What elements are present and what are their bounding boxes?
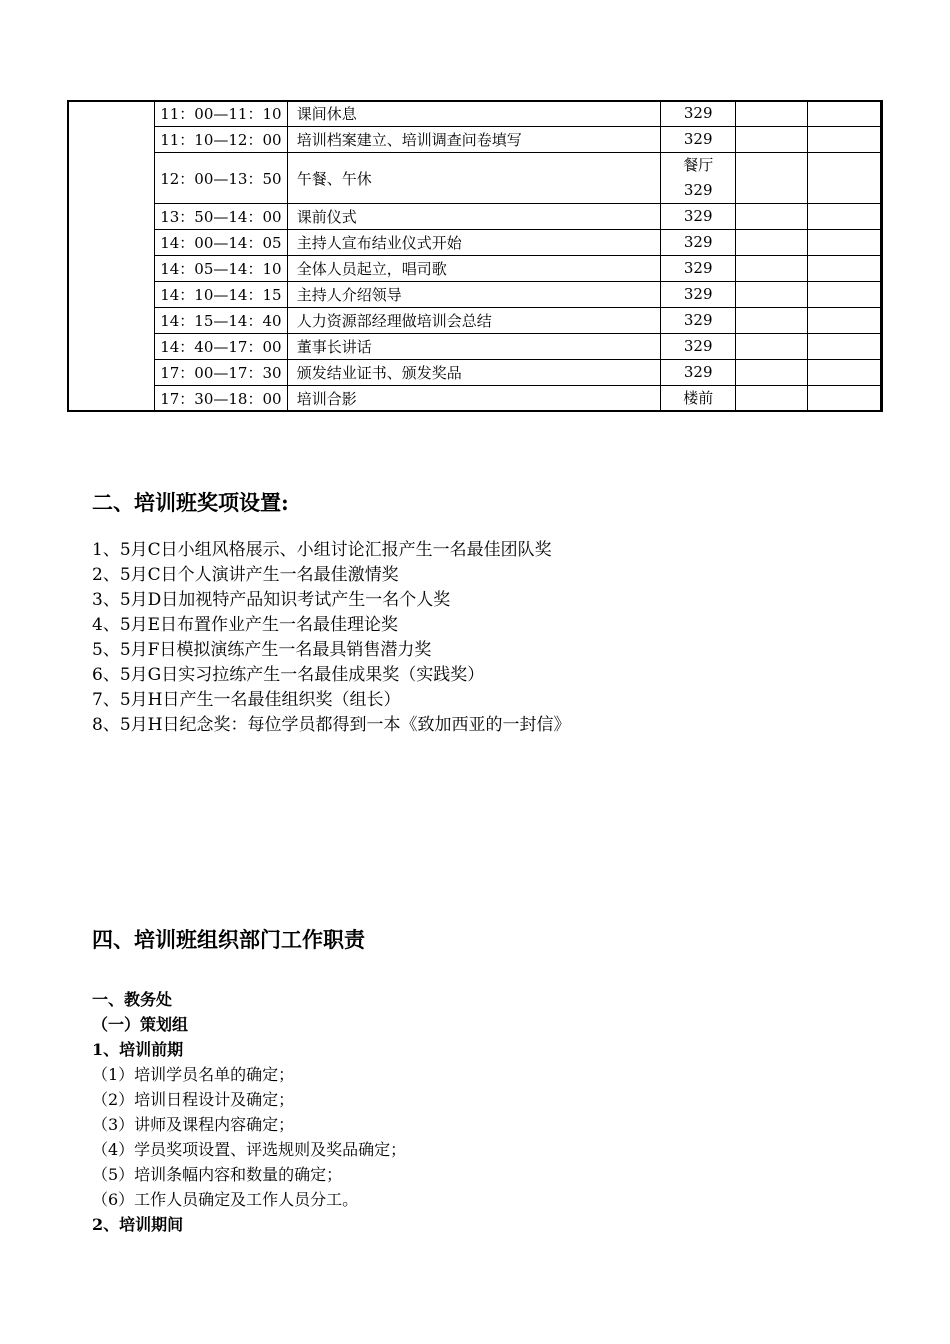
- schedule-time: 17：30—18：00: [155, 386, 288, 412]
- empty-cell: [736, 153, 807, 204]
- task-item: （6）工作人员确定及工作人员分工。: [92, 1190, 359, 1209]
- empty-cell: [807, 230, 880, 256]
- empty-cell: [736, 360, 807, 386]
- empty-cell: [736, 230, 807, 256]
- empty-cell: [807, 153, 880, 204]
- schedule-item: 午餐、午休: [287, 153, 660, 204]
- empty-cell: [807, 360, 880, 386]
- empty-cell: [736, 204, 807, 230]
- location-text: 楼前: [683, 389, 714, 407]
- schedule-row: [155, 101, 881, 127]
- empty-cell: [807, 334, 880, 360]
- empty-cell: [807, 101, 880, 127]
- schedule-row: [155, 153, 881, 204]
- schedule-time: 11：00—11：10: [155, 101, 288, 127]
- location-text: 329: [683, 337, 713, 355]
- location-text: 329: [683, 363, 713, 381]
- schedule-item: 全体人员起立，唱司歌: [287, 256, 660, 282]
- schedule-location: [661, 308, 736, 334]
- schedule-location: [661, 282, 736, 308]
- schedule-location: [661, 204, 736, 230]
- location-text: 329: [683, 285, 713, 303]
- task-item: （4）学员奖项设置、评选规则及奖品确定；: [92, 1140, 407, 1159]
- award-item: 3、5月D日加视特产品知识考试产生一名个人奖: [92, 590, 451, 610]
- empty-cell: [736, 308, 807, 334]
- schedule-time: 14：10—14：15: [155, 282, 288, 308]
- phase-heading: 2、培训期间: [92, 1215, 184, 1234]
- schedule-table-frame: [67, 100, 883, 412]
- award-item: 4、5月E日布置作业产生一名最佳理论奖: [92, 615, 399, 635]
- schedule-row: [155, 204, 881, 230]
- schedule-row: [155, 230, 881, 256]
- location-text: 329: [683, 181, 713, 199]
- location-text: 329: [683, 104, 713, 122]
- schedule-location: [661, 101, 736, 127]
- empty-cell: [807, 282, 880, 308]
- schedule-row: [155, 308, 881, 334]
- location-text: 329: [683, 259, 713, 277]
- schedule-time: 17：00—17：30: [155, 360, 288, 386]
- task-item: （1）培训学员名单的确定；: [92, 1065, 295, 1084]
- empty-cell: [807, 386, 880, 412]
- schedule-item: 培训合影: [287, 386, 660, 412]
- schedule-item: 主持人介绍领导: [287, 282, 660, 308]
- award-item: 7、5月H日产生一名最佳组织奖（组长）: [92, 690, 401, 710]
- schedule-location: [661, 386, 736, 412]
- location-text: 餐厅: [683, 156, 714, 174]
- schedule-location: [661, 334, 736, 360]
- schedule-item: 主持人宣布结业仪式开始: [287, 230, 660, 256]
- department-heading: 一、教务处: [92, 990, 173, 1009]
- schedule-item: 人力资源部经理做培训会总结: [287, 308, 660, 334]
- schedule-location: [661, 256, 736, 282]
- empty-cell: [736, 282, 807, 308]
- schedule-row: [155, 386, 881, 412]
- task-item: （2）培训日程设计及确定；: [92, 1090, 295, 1109]
- schedule-location: [661, 360, 736, 386]
- award-item: 2、5月C日个人演讲产生一名最佳激情奖: [92, 565, 399, 585]
- schedule-row: [155, 282, 881, 308]
- award-item: 1、5月C日小组风格展示、小组讨论汇报产生一名最佳团队奖: [92, 540, 552, 560]
- schedule-location: [661, 153, 736, 204]
- location-text: 329: [683, 311, 713, 329]
- schedule-time: 11：10—12：00: [155, 127, 288, 153]
- schedule-time: 14：05—14：10: [155, 256, 288, 282]
- empty-cell: [736, 334, 807, 360]
- empty-cell: [807, 204, 880, 230]
- empty-cell: [736, 127, 807, 153]
- schedule-location: [661, 127, 736, 153]
- empty-cell: [736, 386, 807, 412]
- task-item: （3）讲师及课程内容确定；: [92, 1115, 295, 1134]
- section-4-heading: 四、培训班组织部门工作职责: [92, 927, 365, 952]
- phase-heading: 1、培训前期: [92, 1040, 184, 1059]
- schedule-location: [661, 230, 736, 256]
- awards-list: [92, 538, 570, 738]
- schedule-item: 课前仪式: [287, 204, 660, 230]
- schedule-item: 培训档案建立、培训调查问卷填写: [287, 127, 660, 153]
- schedule-time: 12：00—13：50: [155, 153, 288, 204]
- award-item: 5、5月F日模拟演练产生一名最具销售潜力奖: [92, 640, 432, 660]
- schedule-row: [155, 127, 881, 153]
- empty-cell: [736, 256, 807, 282]
- schedule-row: [155, 334, 881, 360]
- schedule-row: [155, 256, 881, 282]
- award-item: 6、5月G日实习拉练产生一名最佳成果奖（实践奖）: [92, 665, 485, 685]
- schedule-row: [155, 360, 881, 386]
- schedule-item: 颁发结业证书、颁发奖品: [287, 360, 660, 386]
- schedule-time: 14：40—17：00: [155, 334, 288, 360]
- schedule-table: [154, 100, 881, 412]
- task-item: （5）培训条幅内容和数量的确定；: [92, 1165, 343, 1184]
- empty-cell: [736, 101, 807, 127]
- award-item: 8、5月H日纪念奖：每位学员都得到一本《致加西亚的一封信》: [92, 715, 571, 735]
- empty-cell: [807, 127, 880, 153]
- section-2-heading: 二、培训班奖项设置:: [92, 490, 289, 515]
- group-heading: （一）策划组: [92, 1015, 189, 1034]
- location-text: 329: [683, 233, 713, 251]
- duties-list: [92, 987, 406, 1237]
- schedule-time: 14：00—14：05: [155, 230, 288, 256]
- schedule-item: 董事长讲话: [287, 334, 660, 360]
- schedule-item: 课间休息: [287, 101, 660, 127]
- empty-cell: [807, 256, 880, 282]
- schedule-time: 14：15—14：40: [155, 308, 288, 334]
- schedule-time: 13：50—14：00: [155, 204, 288, 230]
- empty-cell: [807, 308, 880, 334]
- location-text: 329: [683, 207, 713, 225]
- location-text: 329: [683, 130, 713, 148]
